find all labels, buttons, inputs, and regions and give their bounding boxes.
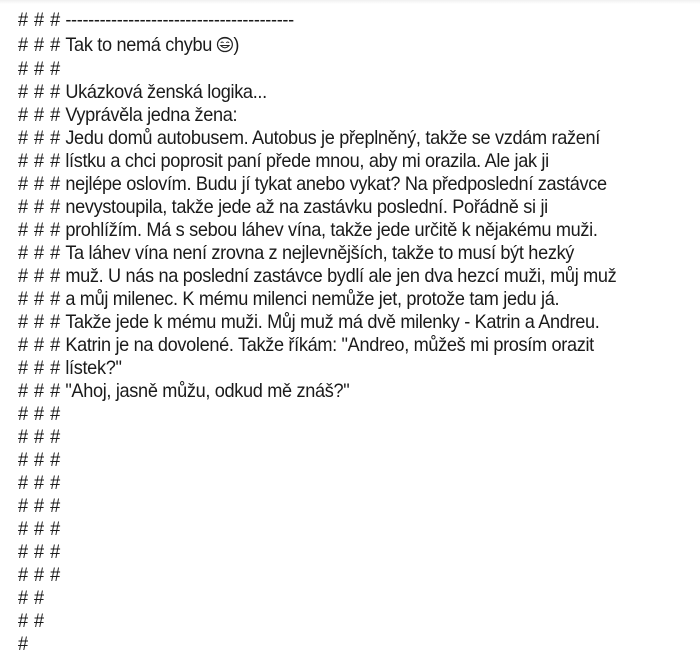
text-line <box>18 334 616 357</box>
hash-only-line <box>18 518 616 541</box>
text-line <box>18 311 616 334</box>
line-text: nevystoupila, takže jede až na zastávku poslední. Pořádně si ji <box>65 196 548 218</box>
hash-prefix: # # # <box>18 311 61 333</box>
hash-prefix: # # # <box>18 334 61 356</box>
hash-prefix: # # # <box>18 472 61 494</box>
text-line <box>18 58 616 81</box>
hash-prefix: # # # <box>18 265 61 287</box>
hash-only-line <box>18 564 616 587</box>
hash-prefix: # # # <box>18 518 61 540</box>
text-line <box>18 150 616 173</box>
closing-paren: ) <box>233 34 240 56</box>
hash-only-line <box>18 495 616 518</box>
line-text: "Ahoj, jasně můžu, odkud mě znáš?" <box>65 380 350 402</box>
hash-prefix: # # # <box>18 242 61 264</box>
hash-prefix: # # # <box>18 58 61 80</box>
text-line <box>18 127 616 150</box>
line-text: muž. U nás na poslední zastávce bydlí ale jen dva hezcí muži, můj muž <box>65 265 617 287</box>
hash-prefix: # # # <box>18 380 61 402</box>
hash-prefix: # # # <box>18 564 61 586</box>
hash-only-line <box>18 426 616 449</box>
hash-prefix: # # # <box>18 495 61 517</box>
text-line <box>18 219 616 242</box>
hash-only-line <box>18 403 616 426</box>
line-text: a můj milenec. K mému milenci nemůže jet, protože tam jedu já. <box>65 288 560 310</box>
text-line <box>18 104 616 127</box>
hash-prefix: # # # <box>18 426 61 448</box>
text-line <box>18 242 616 265</box>
hash-prefix: # # # <box>18 173 61 195</box>
hash-prefix: # # # <box>18 81 61 103</box>
hash-only-line <box>18 541 616 564</box>
hash-prefix: # # <box>18 610 45 632</box>
text-line <box>18 173 616 196</box>
title-line <box>18 34 616 58</box>
line-text: Ta láhev vína není zrovna z nejlevnějších, takže to musí být hezký <box>65 242 575 264</box>
scan-edge <box>0 0 700 4</box>
hash-prefix: # # # <box>18 357 61 379</box>
hash-prefix: # # # <box>18 219 61 241</box>
line-text: ---------------------------------------- <box>65 9 294 31</box>
hash-prefix: # # # <box>18 288 61 310</box>
line-text: nejlépe oslovím. Budu jí tykat anebo vykat? Na předposlední zastávce <box>65 173 607 195</box>
line-text: Vyprávěla jedna žena: <box>65 104 238 126</box>
line-text: Jedu domů autobusem. Autobus je přeplněný, takže se vzdám ražení <box>65 127 600 149</box>
text-line <box>18 357 616 380</box>
hash-prefix: # # # <box>18 541 61 563</box>
line-text: lístek?" <box>65 357 122 379</box>
hash-only-line <box>18 587 616 610</box>
text-line <box>18 81 616 104</box>
hash-prefix: # # # <box>18 449 61 471</box>
hash-prefix: # <box>18 633 29 655</box>
line-text: Ukázková ženská logika... <box>65 81 267 103</box>
hash-prefix: # # # <box>18 403 61 425</box>
line-text: Katrin je na dovolené. Takže říkám: "Andreo, můžeš mi prosím orazit <box>65 334 594 356</box>
hash-prefix: # # # <box>18 150 61 172</box>
text-line <box>18 265 616 288</box>
hash-prefix: # # # <box>18 196 61 218</box>
hash-only-line <box>18 449 616 472</box>
text-lines <box>18 8 661 656</box>
hash-prefix: # # # <box>18 9 61 31</box>
hash-only-line <box>18 472 616 495</box>
line-text: prohlížím. Má s sebou láhev vína, takže jede určitě k nějakému muži. <box>65 219 598 241</box>
line-text: lístku a chci poprosit paní přede mnou, aby mi orazila. Ale jak ji <box>65 150 549 172</box>
hash-prefix: # # # <box>18 104 61 126</box>
hash-only-line <box>18 610 616 633</box>
text-line <box>18 288 616 311</box>
separator-line <box>18 8 616 34</box>
text-line <box>18 196 616 219</box>
hash-prefix: # # # <box>18 34 61 56</box>
line-text: Takže jede k mému muži. Můj muž má dvě milenky - Katrin a Andreu. <box>65 311 600 333</box>
line-text: Tak to nemá chybu <box>65 34 213 56</box>
hash-prefix: # # <box>18 587 45 609</box>
hash-prefix: # # # <box>18 127 61 149</box>
text-line <box>18 380 616 403</box>
smiley-icon <box>216 36 234 53</box>
